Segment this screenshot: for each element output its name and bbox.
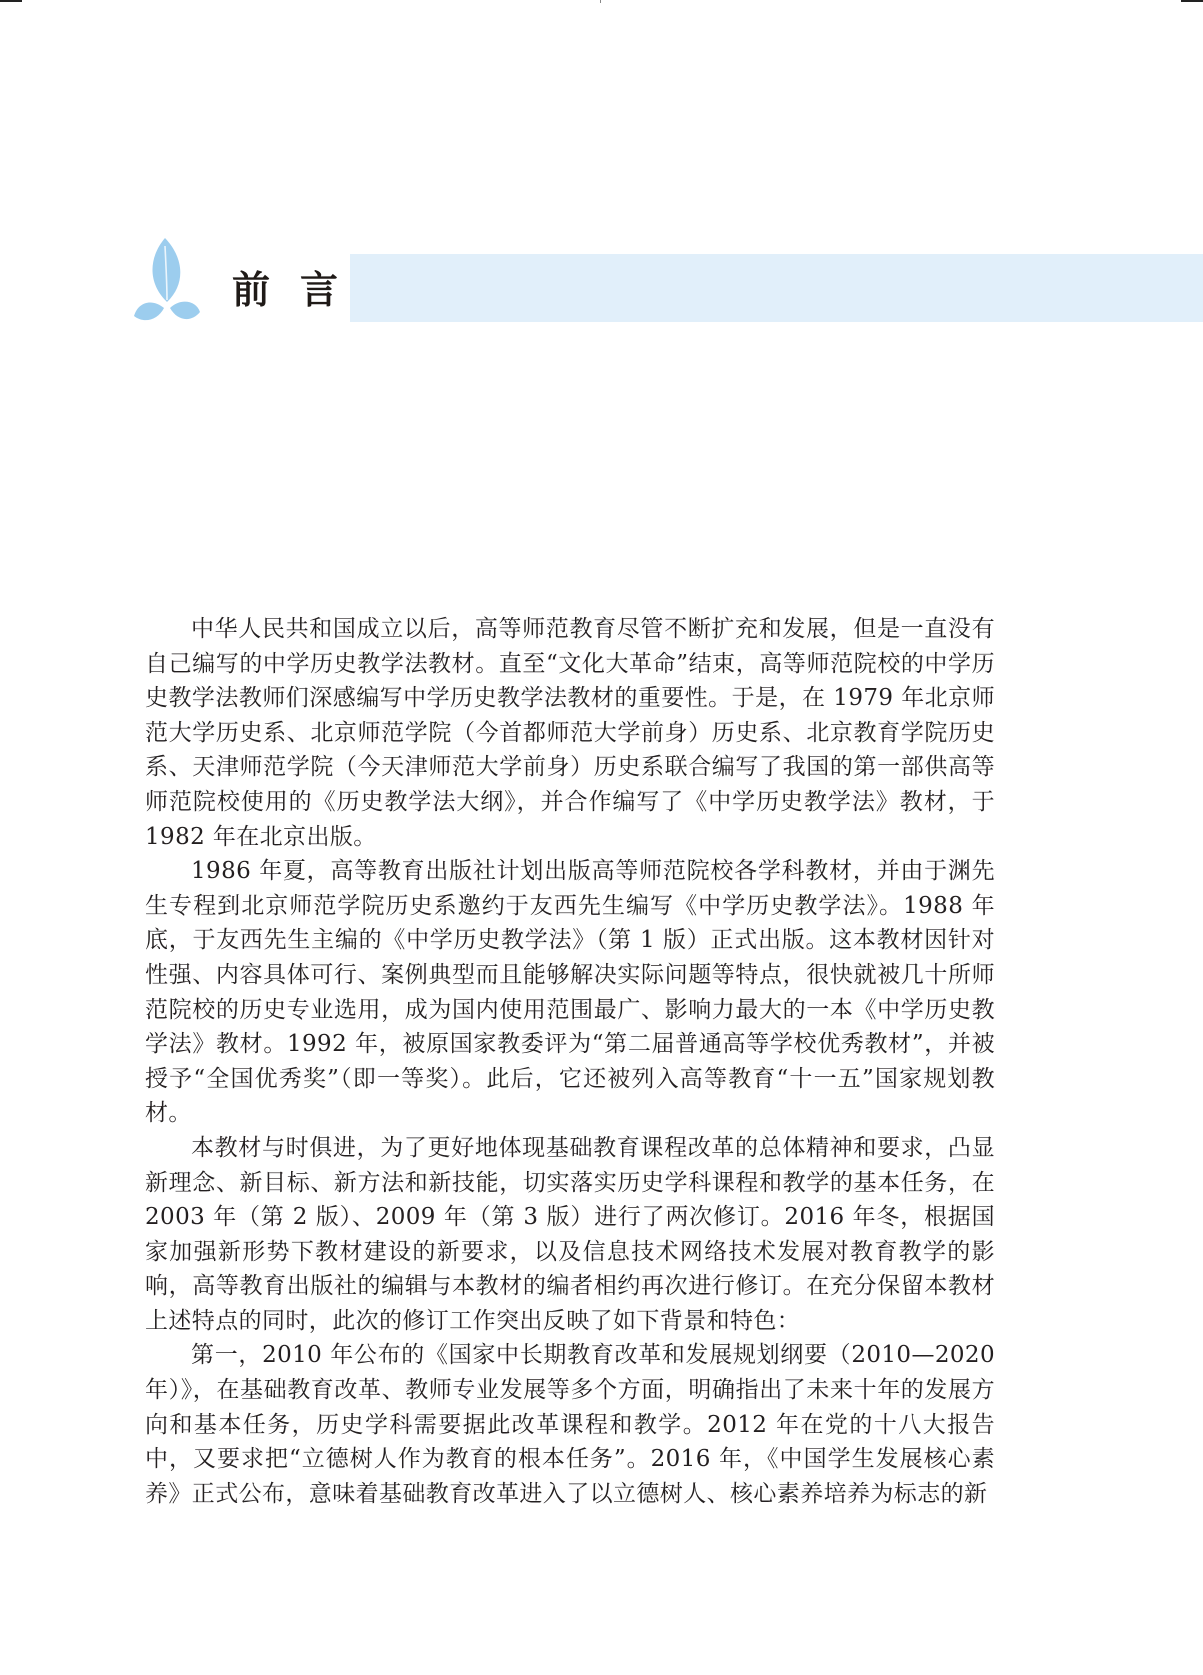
leaf-icon bbox=[132, 236, 202, 336]
paragraph: 本教材与时俱进，为了更好地体现基础教育课程改革的总体精神和要求，凸显新理念、新目标、新方法和新技能，切实落实历史学科课程和教学的基本任务，在 2003 年（第 2 版）、2009 年（第 3 版）进行了两次修订。2016 年冬，根据国家加强新形势下教材建设的新要求，以及信息技术网络技术发展对教育教学的影响，高等教育出版社的编辑与本教材的编者相约再次进行修订。在充分保留本教材上述特点的同时，此次的修订工作突出反映了如下背景和特色： bbox=[145, 1134, 995, 1334]
crop-mark-right bbox=[1181, 0, 1203, 2]
paragraph: 第一，2010 年公布的《国家中长期教育改革和发展规划纲要（2010—2020 年）》，在基础教育改革、教师专业发展等多个方面，明确指出了未来十年的发展方向和基本任务，历史学科需要据此改革课程和教学。2012 年在党的十八大报告中，又要求把“立德树人作为教育的根本任务”。2016 年，《中国学生发展核心素养》正式公布，意味着基础教育改革进入了以立德树人、核心素养培养为标志的新 bbox=[145, 1342, 995, 1507]
paragraph: 中华人民共和国成立以后，高等师范教育尽管不断扩充和发展，但是一直没有自己编写的中学历史教学法教材。直至“文化大革命”结束，高等师范院校的中学历史教学法教师们深感编写中学历史教学法教材的重要性。于是，在 1979 年北京师范大学历史系、北京师范学院（今首都师范大学前身）历史系、北京教育学院历史系、天津师范学院（今天津师范大学前身）历史系联合编写了我国的第一部供高等师范院校使用的《历史教学法大纲》，并合作编写了《中学历史教学法》教材，于 1982 年在北京出版。 bbox=[145, 616, 995, 850]
crop-mark-left bbox=[0, 0, 22, 2]
page-title: 前言 bbox=[232, 268, 369, 312]
paragraph: 1986 年夏，高等教育出版社计划出版高等师范院校各学科教材，并由于渊先生专程到北京师范学院历史系邀约于友西先生编写《中学历史教学法》。1988 年底，于友西先生主编的《中学历史教学法》（第 1 版）正式出版。这本教材因针对性强、内容具体可行、案例典型而且能够解决实际问题等特点，很快就被几十所师范院校的历史专业选用，成为国内使用范围最广、影响力最大的一本《中学历史教学法》教材。1992 年，被原国家教委评为“第二届普通高等学校优秀教材”，并被授予“全国优秀奖”（即一等奖）。此后，它还被列入高等教育“十一五”国家规划教材。 bbox=[145, 858, 995, 1127]
title-band bbox=[350, 254, 1203, 322]
body-text bbox=[145, 612, 995, 1511]
crop-mark-center bbox=[600, 0, 601, 3]
